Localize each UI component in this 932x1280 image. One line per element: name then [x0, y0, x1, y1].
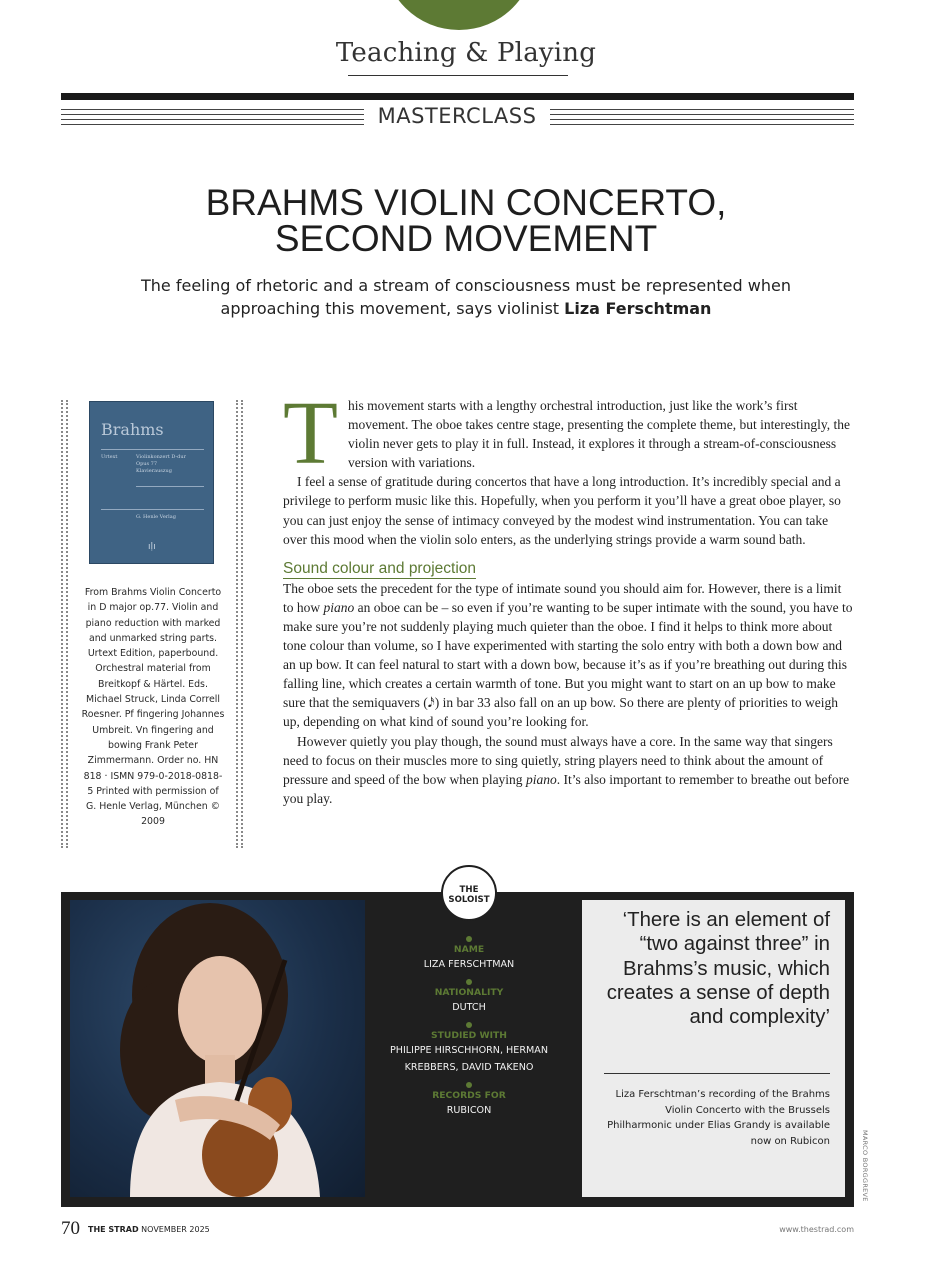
standfirst — [100, 274, 832, 320]
pull-quote-rule — [604, 1073, 830, 1074]
bullet-dot-icon — [466, 1022, 472, 1028]
masterclass-band-bar — [61, 93, 854, 100]
footer-magazine — [88, 1225, 210, 1234]
fact-label: NATIONALITY — [434, 987, 504, 998]
score-cover-rule — [101, 449, 204, 450]
paragraph-2: I feel a sense of gratitude during concertos that have a long introduction. It’s incredibly special and a privilege to perform music like this. Hopefully, when you perform it you’ll have a great oboe player, so you can just enjoy the sense of intimacy conveyed by the modest wind instrumentation. You can take over this mood when the violin solo enters, as the underlying strings provide a warm sound bath. — [283, 474, 841, 547]
paragraph-3-text-a: The oboe sets the precedent for the type of intimate sound you should aim for. However, there is a limit to how — [283, 580, 842, 615]
fact-label: NAME — [453, 944, 485, 955]
score-caption: From Brahms Violin Concerto in D major op.77. Violin and piano reduction with marked and unmarked string parts. Urtext Edition, paperbound. Orchestral material from Breitkopf & Härtel. Eds. Michael Struck, Linda Correll Roesner. Pf fingering Johannes Umbreit. Vn fingering and bowing Frank Peter Zimmermann. Order no. HN 818 · ISMN 979-0-2018-0818-5 Printed with permission of G. Henle Verlag, München © 2009 — [81, 587, 225, 828]
fact-label: STUDIED WITH — [431, 1030, 507, 1041]
fact-value: DUTCH — [452, 1002, 486, 1013]
score-cover-opus: Opus 77 — [136, 461, 158, 467]
bullet-dot-icon — [466, 979, 472, 985]
paragraph-4-text-a: However quietly you play though, the sound must always have a core. In the same way that singers need to focus on their muscles more to sing quietly, string players need to think about the amount of pressure and speed of the bow when playing — [283, 733, 833, 787]
paragraph-1-text: his movement starts with a lengthy orchestral introduction, just like the work’s first movement. The oboe takes centre stage, presenting the complete theme, but interestingly, the violin never gets to play it in full. Instead, it explores it through a stream-of-consciousness version with variations. — [347, 398, 850, 471]
soloist-portrait-illustration — [70, 900, 365, 1197]
fact-value: LIZA FERSCHTMAN — [423, 959, 515, 970]
bullet-dot-icon — [466, 936, 472, 942]
bullet-dot-icon — [466, 1082, 472, 1088]
masterclass-label: MASTERCLASS — [377, 104, 537, 128]
score-cover-edition: Klavierauszug — [136, 468, 172, 474]
photo-credit: MARCO BORGGREVE — [861, 1130, 869, 1202]
paragraph-3-text-b: an oboe can be – so even if you’re wanting to be super intimate with the sound, you have to make sure you’re not suddenly playing much quieter than the oboe. I find it helps to think more about tone colour than volume, so I have experimented with starting the solo entry with both a down bow and an up bow. It can feel natural to start with a down bow, because it’s as if you’re breathing out during this falling line, which creates a certain warmth of tone. But you might want to start on an up bow to make sure that the semiquavers (𝅘𝅥𝅯) in bar 33 also fall on an up bow. So there are plenty of priorities to weigh up, depending on what kind of sound you’re looking for. — [283, 599, 853, 730]
sidebar-rule-left — [61, 400, 63, 848]
soloist-badge-line-1: THE — [459, 885, 479, 895]
drop-cap: T — [283, 384, 338, 483]
author-name: Liza Ferschtman — [564, 299, 712, 318]
fact-value: PHILIPPE HIRSCHHORN, HERMAN KREBBERS, DAVID TAKENO — [389, 1045, 549, 1073]
henle-logo-icon: ıḷı — [148, 542, 156, 552]
article-title-line-1: BRAHMS VIOLIN CONCERTO, — [205, 182, 727, 223]
score-cover-rule-2 — [136, 486, 204, 487]
paragraph-4-text-b: . It’s also important to remember to breathe out before you play. — [283, 771, 850, 806]
paragraph-1 — [283, 384, 855, 483]
band-rule-left — [61, 109, 364, 131]
pull-quote: ‘There is an element of “two against three” in Brahms’s music, which creates a sense of depth and complexity’ — [606, 909, 830, 1029]
score-cover-rule-3 — [101, 509, 204, 510]
section-underline — [348, 75, 568, 76]
score-cover-work: Violinkonzert D-dur — [136, 454, 186, 460]
fact-label: RECORDS FOR — [432, 1090, 506, 1101]
soloist-photo — [70, 900, 365, 1197]
score-cover-title: Brahms — [101, 420, 164, 439]
paragraph-4 — [283, 732, 855, 808]
page-number: 70 — [61, 1218, 80, 1239]
article-title-line-2: SECOND MOVEMENT — [274, 218, 658, 259]
band-rule-right — [550, 109, 854, 131]
standfirst-text: The feeling of rhetoric and a stream of consciousness must be represented when approaching this movement, says violinist — [141, 276, 791, 318]
fact-value: RUBICON — [446, 1105, 492, 1116]
issue-date: NOVEMBER 2025 — [141, 1225, 210, 1234]
score-cover-publisher: G. Henle Verlag — [136, 514, 176, 520]
sidebar-rule-left-inner — [66, 400, 68, 848]
score-cover-image — [89, 401, 214, 564]
recording-credit: Liza Ferschtman’s recording of the Brahms Violin Concerto with the Brussels Philharmonic under Elias Grandy is available now on Rubicon — [607, 1089, 830, 1147]
magazine-name: THE STRAD — [88, 1225, 139, 1234]
score-cover-urtext: Urtext — [101, 454, 118, 460]
footer-url: www.thestrad.com — [779, 1225, 854, 1234]
paragraph-3-italic: piano — [323, 599, 355, 615]
paragraph-4-italic: piano — [525, 771, 557, 787]
section-heading: Teaching & Playing — [335, 38, 597, 68]
section-badge-circle — [383, 0, 535, 30]
sidebar-rule-right — [236, 400, 238, 848]
soloist-badge-line-2: SOLOIST — [448, 895, 490, 905]
sidebar-rule-right-inner — [241, 400, 243, 848]
soloist-facts — [374, 930, 564, 1119]
article-title — [80, 182, 852, 259]
article-body — [283, 384, 855, 808]
soloist-badge — [441, 865, 497, 921]
paragraph-3 — [283, 579, 855, 732]
subheading: Sound colour and projection — [283, 559, 477, 577]
